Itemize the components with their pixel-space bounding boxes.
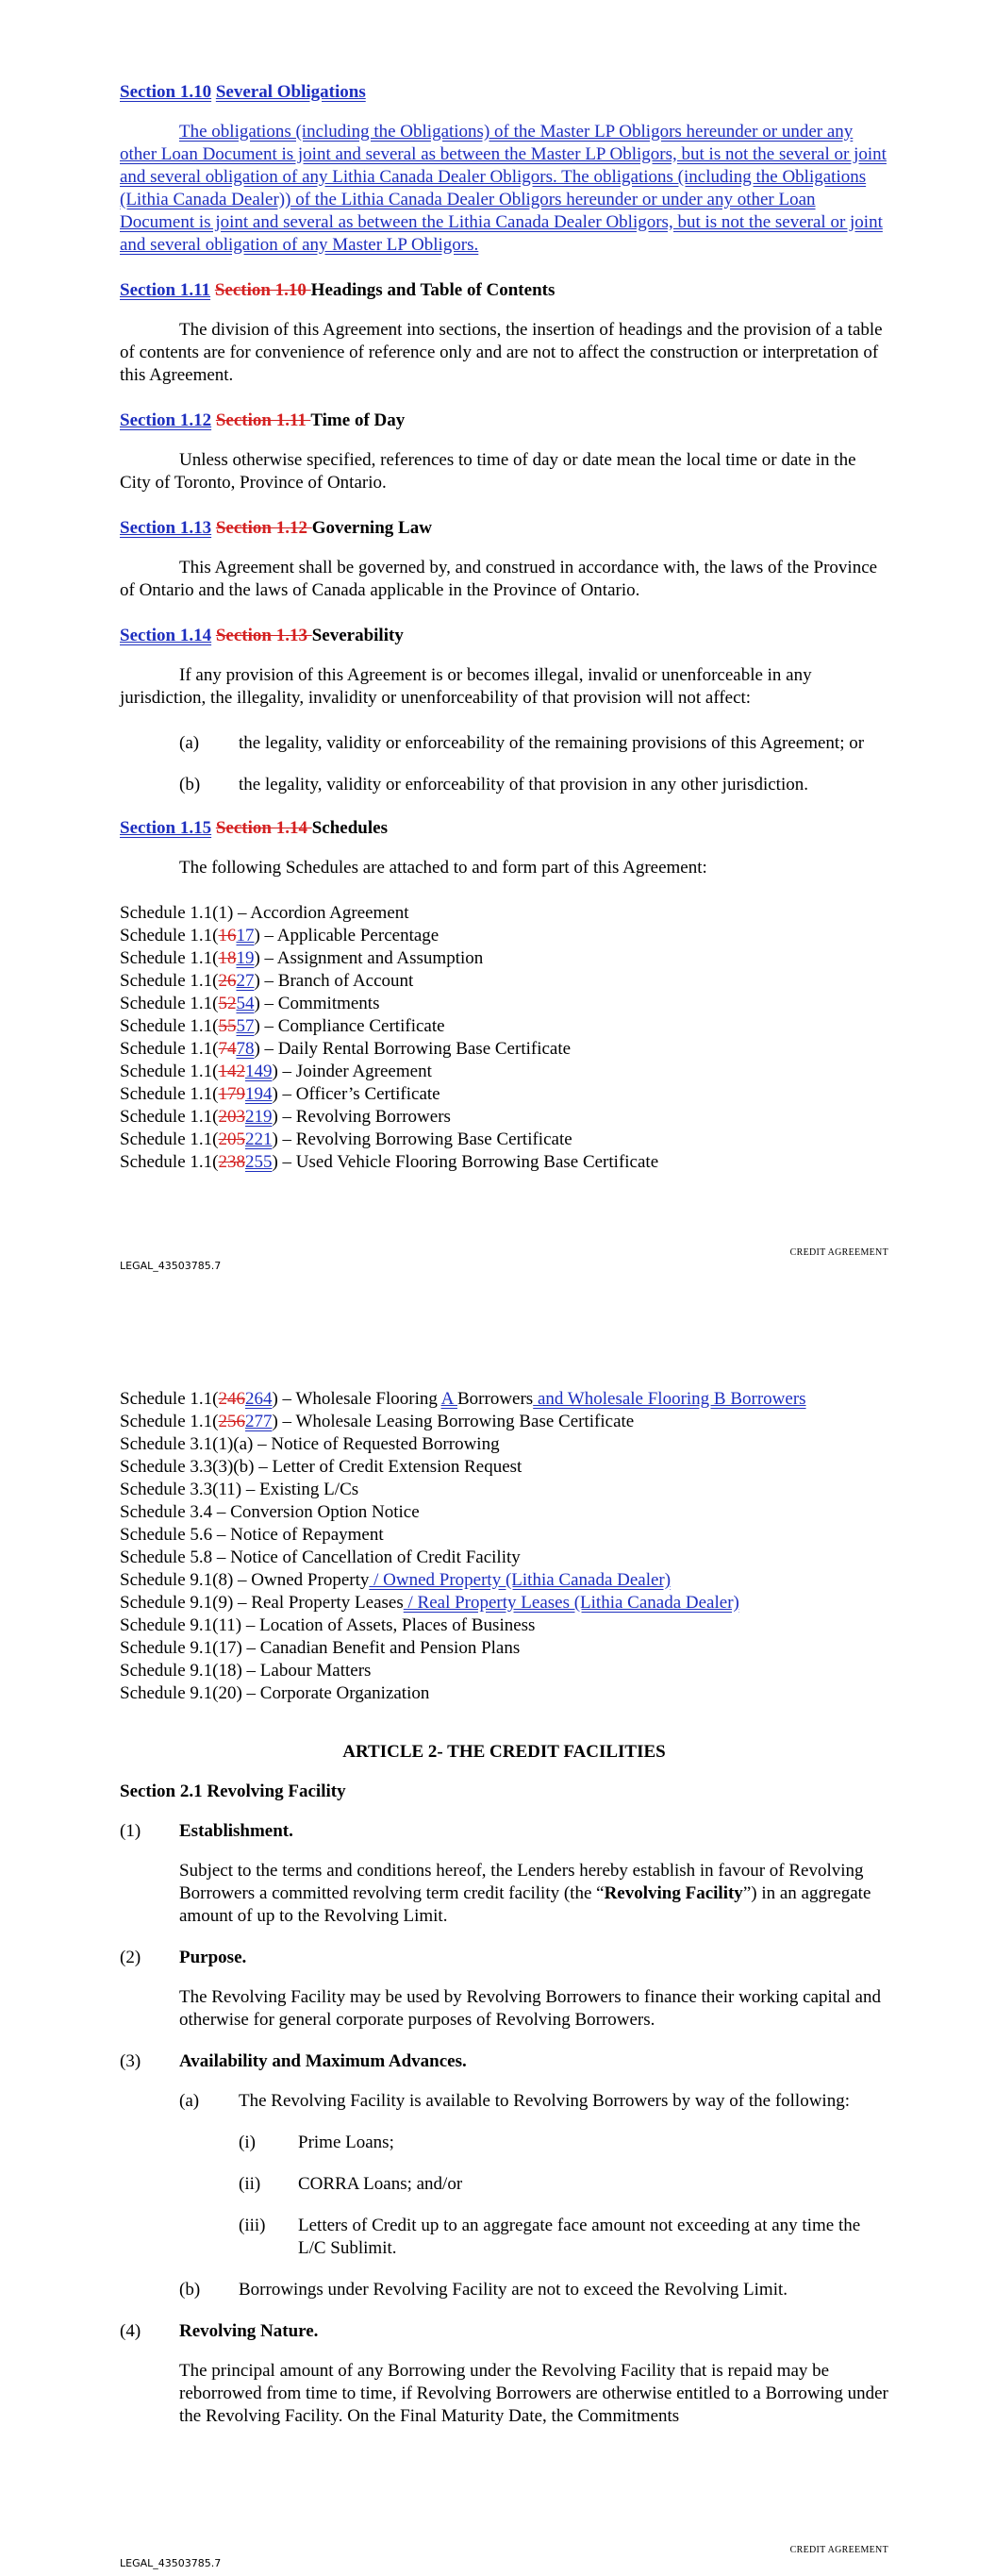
inserted-text: 27 [236, 971, 255, 991]
schedule-line [120, 1569, 888, 1592]
clause-marker: (i) [239, 2133, 256, 2152]
schedule-line [120, 993, 888, 1015]
section-number-deleted: Section 1.11 [215, 410, 311, 430]
schedule-line [120, 925, 888, 947]
section-title: Governing Law [311, 518, 432, 538]
schedule-text: ) – Applicable Percentage [254, 926, 439, 945]
clause-text: Borrowings under Revolving Facility are not to exceed the Revolving Limit. [239, 2280, 788, 2300]
subsection-4-heading [120, 2320, 888, 2343]
list-marker: (a) [179, 733, 200, 753]
section-number-deleted: Section 1.12 [215, 518, 312, 538]
schedule-text: Schedule 1.1( [120, 1412, 219, 1431]
footer-doc-id: LEGAL_43503785.7 [120, 1260, 222, 1272]
subsection-marker: (2) [120, 1948, 141, 1967]
schedule-text: Schedule 1.1( [120, 971, 219, 991]
section-1-15-body: The following Schedules are attached to and form part of this Agreement: [179, 858, 707, 878]
schedule-line [120, 1411, 888, 1433]
schedule-list-continued [120, 1388, 888, 1705]
section-1-10-heading [120, 81, 888, 104]
schedule-text: ) – Assignment and Assumption [254, 948, 484, 968]
inserted-text: 54 [236, 994, 255, 1013]
schedule-line [120, 1015, 888, 1038]
schedule-line [120, 1151, 888, 1174]
section-1-12-heading [120, 410, 888, 432]
schedule-line: Schedule 9.1(17) – Canadian Benefit and Pension Plans [120, 1638, 521, 1658]
body-text: Subject to the terms and conditions hereof, the Lenders hereby establish in favour of Revolving Borrowers a committed revolving term credit facility (the “ [179, 1861, 864, 1903]
deleted-text: 238 [218, 1152, 245, 1172]
schedule-line: Schedule 3.4 – Conversion Option Notice [120, 1502, 420, 1522]
footer-doc-title: CREDIT AGREEMENT [789, 2545, 888, 2555]
section-1-14-body: If any provision of this Agreement is or becomes illegal, invalid or unenforceable in any jurisdiction, the illegality, invalidity or unenforceability of that provision will not affect: [120, 665, 812, 708]
schedule-text: ) – Used Vehicle Flooring Borrowing Base Certificate [272, 1152, 659, 1172]
schedule-text: Schedule 1.1( [120, 1084, 219, 1104]
section-number-deleted: Section 1.10 [214, 280, 311, 300]
clause-marker: (a) [179, 2091, 200, 2111]
clause-text: The Revolving Facility is available to Revolving Borrowers by way of the following: [239, 2091, 850, 2111]
section-2-1-heading: Section 2.1 Revolving Facility [120, 1781, 346, 1801]
schedule-text: ) – Revolving Borrowing Base Certificate [272, 1129, 572, 1149]
schedule-text: ) – Wholesale Flooring [272, 1389, 441, 1409]
deleted-text: 179 [218, 1084, 245, 1104]
section-title: Schedules [311, 818, 388, 838]
section-1-11-body: The division of this Agreement into sections, the insertion of headings and the provision of a table of contents are for convenience of reference only and are not to affect the construction or interpretation of this Agreement. [120, 320, 883, 385]
schedule-line [120, 1106, 888, 1129]
subsection-title: Revolving Nature. [179, 2321, 319, 2341]
schedule-line: Schedule 9.1(11) – Location of Assets, Places of Business [120, 1615, 536, 1635]
subsection-1-heading [120, 1820, 888, 1843]
schedule-line [120, 970, 888, 993]
list-item-b [179, 774, 888, 796]
list-text: the legality, validity or enforceability of the remaining provisions of this Agreement; or [239, 733, 865, 753]
inserted-text: 19 [236, 948, 255, 968]
schedule-text: ) – Joinder Agreement [272, 1062, 432, 1081]
schedule-line: Schedule 3.1(1)(a) – Notice of Requested Borrowing [120, 1434, 500, 1454]
schedule-text: Schedule 1.1( [120, 1039, 219, 1059]
schedule-text: Schedule 1.1( [120, 948, 219, 968]
deleted-text: 74 [218, 1039, 237, 1059]
section-title: Headings and Table of Contents [310, 280, 556, 300]
schedule-text: ) – Officer’s Certificate [272, 1084, 440, 1104]
subsection-2-body: The Revolving Facility may be used by Revolving Borrowers to finance their working capital and otherwise for general corporate purposes of Revolving Borrowers. [179, 1987, 881, 2030]
schedule-line [120, 1038, 888, 1061]
schedule-line [120, 1388, 888, 1411]
subsection-marker: (3) [120, 2051, 141, 2071]
schedule-text: ) – Branch of Account [254, 971, 414, 991]
inserted-text: / Real Property Leases (Lithia Canada Dealer) [403, 1593, 739, 1613]
schedule-list [120, 902, 888, 1174]
inserted-text: 255 [244, 1152, 273, 1172]
inserted-text: 221 [244, 1129, 273, 1149]
inserted-text: 149 [244, 1062, 273, 1081]
section-number-new: Section 1.11 [120, 280, 211, 300]
clause-marker: (ii) [239, 2174, 261, 2194]
section-1-15-heading [120, 817, 888, 840]
schedule-line: Schedule 3.3(11) – Existing L/Cs [120, 1480, 359, 1499]
deleted-text: 52 [218, 994, 237, 1013]
schedule-line [120, 1061, 888, 1083]
schedule-text: Schedule 1.1( [120, 1107, 219, 1127]
schedule-line: Schedule 9.1(18) – Labour Matters [120, 1661, 372, 1681]
clause-ii [120, 2173, 888, 2196]
deleted-text: 55 [218, 1016, 237, 1036]
deleted-text: 203 [218, 1107, 245, 1127]
schedule-text: Schedule 9.1(9) – Real Property Leases [120, 1593, 404, 1613]
schedule-line: Schedule 9.1(20) – Corporate Organization [120, 1683, 430, 1703]
schedule-line: Schedule 5.8 – Notice of Cancellation of Credit Facility [120, 1547, 521, 1567]
subsection-title: Purpose. [179, 1948, 247, 1967]
page-2-content [120, 1388, 888, 2447]
schedule-text: Schedule 1.1( [120, 1389, 219, 1409]
section-1-13-heading [120, 517, 888, 540]
deleted-text: 205 [218, 1129, 245, 1149]
schedule-text: Schedule 1.1( [120, 994, 219, 1013]
schedule-text: ) – Commitments [254, 994, 380, 1013]
page-1-content [120, 81, 888, 1174]
schedule-text: Schedule 1.1( [120, 926, 219, 945]
schedule-text: Borrowers [457, 1389, 534, 1409]
footer-doc-title: CREDIT AGREEMENT [789, 1247, 888, 1258]
section-number-deleted: Section 1.13 [215, 626, 312, 645]
inserted-text: The obligations (including the Obligations) of the Master LP Obligors hereunder or under any other Loan Document is joint and several as between the Master LP Obligors, but is not the several or joint and several obligation of any Lithia Canada Dealer Obligors. The obligations (including the Obligations (Lithia Canada Dealer)) of the Lithia Canada Dealer Obligors hereunder or under any other Loan Document is joint and several as between the Lithia Canada Dealer Obligors, but is not the several or joint and several obligation of any Master LP Obligors. [120, 122, 887, 255]
schedule-text: Schedule 1.1(1) – Accordion Agreement [120, 903, 409, 923]
section-1-10-body [120, 121, 888, 257]
clause-b [120, 2279, 888, 2301]
deleted-text: 246 [218, 1389, 245, 1409]
schedule-text: ) – Revolving Borrowers [272, 1107, 451, 1127]
list-text: the legality, validity or enforceability of that provision in any other jurisdiction. [239, 775, 808, 795]
inserted-text: 277 [244, 1412, 273, 1431]
schedule-line: Schedule 3.3(3)(b) – Letter of Credit Extension Request [120, 1457, 522, 1477]
clause-text: Letters of Credit up to an aggregate face amount not exceeding at any time the L/C Sublimit. [298, 2216, 861, 2258]
list-marker: (b) [179, 775, 201, 795]
footer-doc-id: LEGAL_43503785.7 [120, 2557, 222, 2569]
article-heading: ARTICLE 2- THE CREDIT FACILITIES [342, 1742, 666, 1762]
schedule-text: ) – Wholesale Leasing Borrowing Base Certificate [272, 1412, 635, 1431]
schedule-text: Schedule 1.1( [120, 1016, 219, 1036]
inserted-text: A [440, 1389, 457, 1409]
schedule-line [120, 1083, 888, 1106]
section-number-new: Section 1.13 [120, 518, 212, 538]
body-text: ”) in an aggregate amount of up to the Revolving Limit. [179, 1883, 871, 1926]
subsection-1-body [120, 1860, 888, 1928]
subsection-3-heading [120, 2050, 888, 2073]
section-number: Section 1.10 [120, 82, 212, 102]
subsection-title: Establishment. [179, 1821, 293, 1841]
schedule-line [120, 1129, 888, 1151]
section-number-deleted: Section 1.14 [215, 818, 312, 838]
section-number-new: Section 1.15 [120, 818, 212, 838]
section-1-11-heading [120, 279, 888, 302]
clause-marker: (iii) [239, 2216, 266, 2235]
inserted-text: 78 [236, 1039, 255, 1059]
section-1-12-body: Unless otherwise specified, references to time of day or date mean the local time or date in the City of Toronto, Province of Ontario. [120, 450, 856, 493]
schedule-text: ) – Daily Rental Borrowing Base Certificate [254, 1039, 572, 1059]
deleted-text: 26 [218, 971, 237, 991]
inserted-text: 194 [244, 1084, 273, 1104]
schedule-text: Schedule 9.1(8) – Owned Property [120, 1570, 370, 1590]
clause-iii [120, 2215, 888, 2260]
clause-i [120, 2132, 888, 2154]
schedule-line [120, 902, 888, 925]
inserted-text: 264 [244, 1389, 273, 1409]
schedule-text: Schedule 1.1( [120, 1152, 219, 1172]
subsection-marker: (4) [120, 2321, 141, 2341]
defined-term: Revolving Facility [604, 1883, 743, 1903]
schedule-line: Schedule 5.6 – Notice of Repayment [120, 1525, 384, 1545]
section-title: Time of Day [310, 410, 406, 430]
inserted-text: / Owned Property (Lithia Canada Dealer) [369, 1570, 672, 1590]
inserted-text: 57 [236, 1016, 255, 1036]
clause-text: Prime Loans; [298, 2133, 394, 2152]
section-number-new: Section 1.12 [120, 410, 212, 430]
section-1-14-heading [120, 625, 888, 647]
subsection-title: Availability and Maximum Advances. [179, 2051, 467, 2071]
inserted-text: 219 [244, 1107, 273, 1127]
section-number-new: Section 1.14 [120, 626, 212, 645]
list-item-a [179, 732, 888, 755]
subsection-marker: (1) [120, 1821, 141, 1841]
section-title: Severability [311, 626, 404, 645]
schedule-text: ) – Compliance Certificate [254, 1016, 445, 1036]
page-2 [0, 1373, 995, 2576]
schedule-line [120, 1592, 888, 1614]
deleted-text: 142 [218, 1062, 245, 1081]
schedule-text: Schedule 1.1( [120, 1129, 219, 1149]
section-title: Several Obligations [215, 82, 366, 102]
deleted-text: 256 [218, 1412, 245, 1431]
deleted-text: 18 [218, 948, 237, 968]
section-1-13-body: This Agreement shall be governed by, and construed in accordance with, the laws of the Province of Ontario and the laws of Canada applicable in the Province of Ontario. [120, 558, 878, 600]
clause-text: CORRA Loans; and/or [298, 2174, 463, 2194]
schedule-line [120, 947, 888, 970]
inserted-text: 17 [236, 926, 255, 945]
subsection-4-body: The principal amount of any Borrowing under the Revolving Facility that is repaid may be reborrowed from time to time, if Revolving Borrowers are otherwise entitled to a Borrowing under the Revolving Facility. On the Final Maturity Date, the Commitments [179, 2361, 888, 2426]
clause-marker: (b) [179, 2280, 201, 2300]
inserted-text: and Wholesale Flooring B Borrowers [533, 1389, 806, 1409]
clause-a [120, 2090, 888, 2113]
deleted-text: 16 [218, 926, 237, 945]
subsection-2-heading [120, 1947, 888, 1969]
schedule-text: Schedule 1.1( [120, 1062, 219, 1081]
